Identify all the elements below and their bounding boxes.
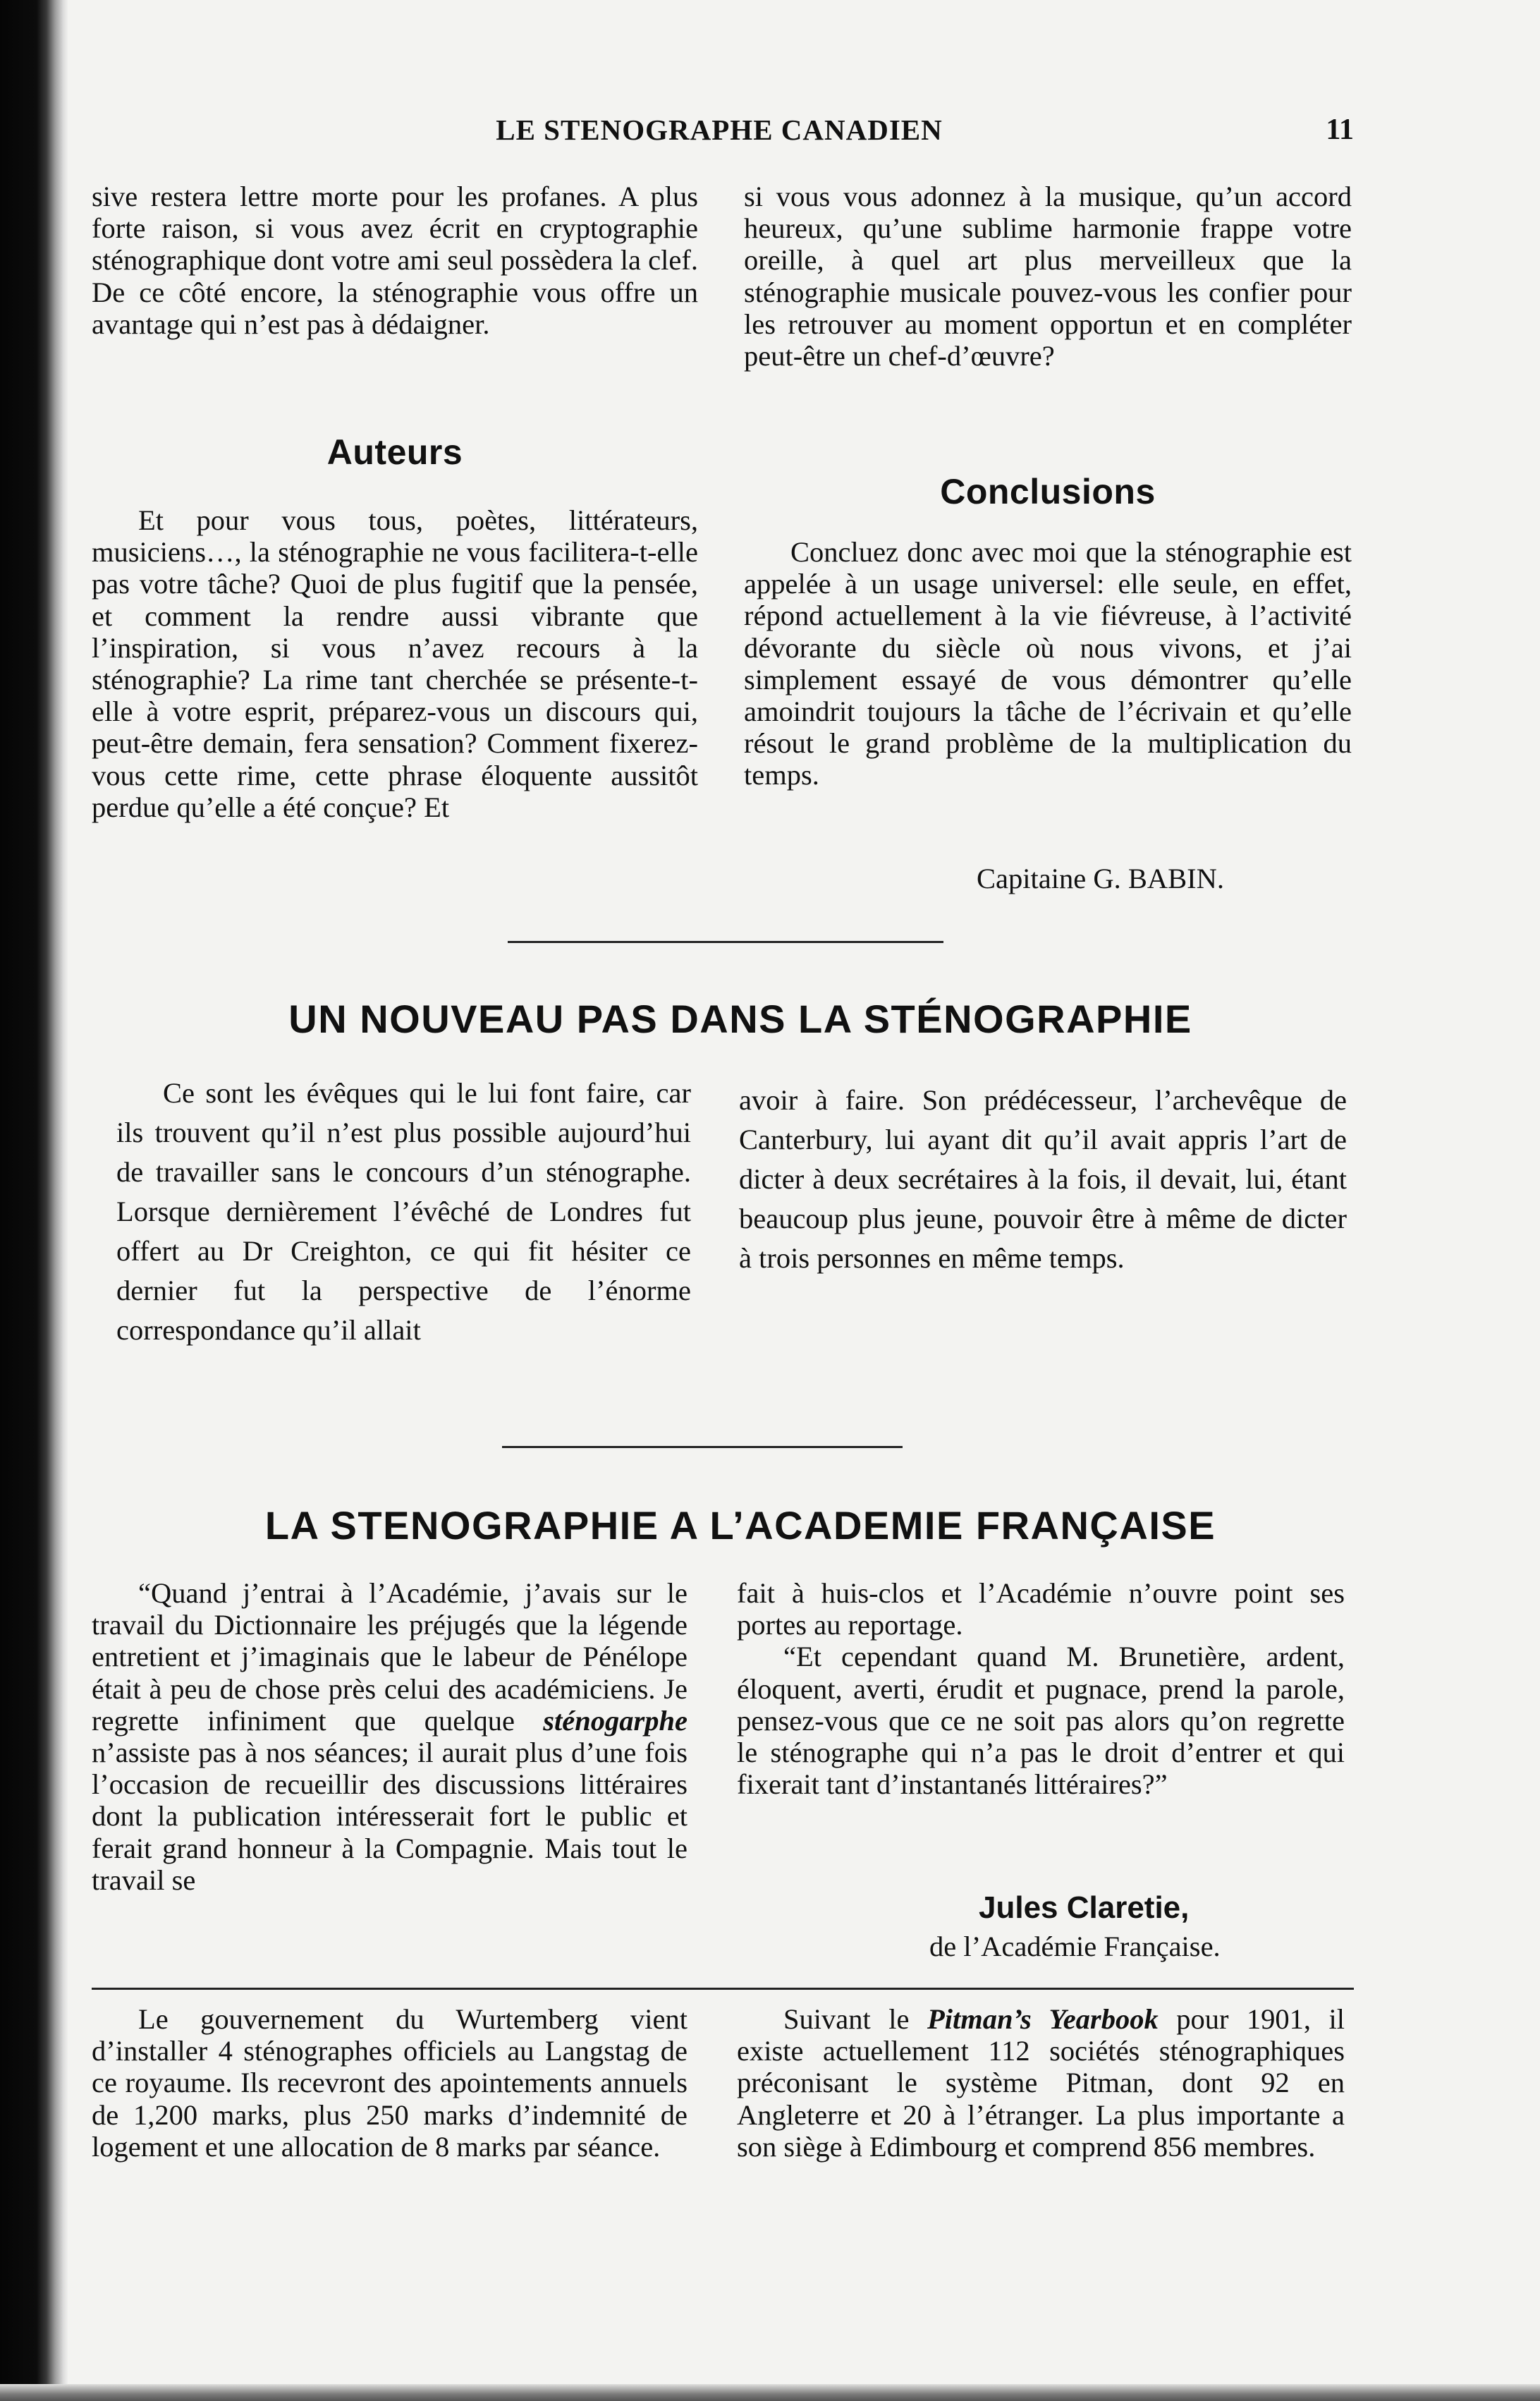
running-header: LE STENOGRAPHE CANADIEN — [496, 114, 943, 146]
separator-rule-1 — [508, 941, 943, 943]
brief-wurtemberg-text: Le gouvernement du Wurtemberg vient d’installer 4 sténographes officiels au Langstag de ce royaume. Ils recevront des apointements annuels de 1,200 marks, plus 250 marks d’indemnité de logement et une allocation de 8 marks par séance. — [92, 2003, 688, 2163]
brief-pitman-text-before: Suivant le — [783, 2003, 910, 2035]
page-number: 11 — [1326, 114, 1354, 146]
brief-wurtemberg-column — [92, 2003, 688, 2163]
article3-left-italic-word: sténogarphe — [543, 1704, 688, 1737]
claretie-affiliation: de l’Académie Française. — [929, 1931, 1221, 1962]
book-binding-edge — [0, 0, 68, 2401]
article2-left-text: Ce sont les évêques qui le lui font faire, car ils trouvent qu’il n’est plus possible aujourd’hui de travailler sans le concours d’un sténographe. Lorsque dernièrement l’évêché de Londres fut offert au Dr Creighton, ce qui fit hésiter ce dernier fut la perspective de l’énorme correspondance qu’il allait — [116, 1077, 691, 1346]
article1-left-intro-text: sive restera lettre morte pour les profanes. A plus forte raison, si vous avez écrit en cryptographie sténographique dont votre ami seul possèdera la clef. De ce côté encore, la sténographie vous offre un avantage qui n’est pas à dédaigner. — [92, 181, 698, 340]
brief-pitman-text-after: pour 1901, il existe actuellement 112 sociétés sténographiques préconisant le système Pitman, dont 92 en Angleterre et 20 à l’étranger. La plus importante a son siège à Edimbourg et comprend 856 membres. — [737, 2003, 1345, 2163]
article1-left-intro — [92, 181, 698, 340]
article3-title: LA STENOGRAPHIE A L’ACADEMIE FRANÇAISE — [264, 1503, 1216, 1548]
article3-left-column — [92, 1577, 688, 1896]
auteurs-column — [92, 504, 698, 823]
brief-pitman-column — [737, 2003, 1345, 2163]
article3-right-paragraph-2: “Et cependant quand M. Brunetière, ardent, éloquent, averti, érudit et pugnace, prend la parole, pensez-vous que ce ne soit pas alors qu’on regrette le sténographe qui n’a pas le droit d’entrer et qui fixerait tant d’instantanés littéraires?” — [737, 1641, 1345, 1801]
article2-title: UN NOUVEAU PAS DANS LA STÉNOGRAPHIE — [288, 997, 1192, 1041]
article2-right-column — [739, 1081, 1347, 1278]
article2-left-column — [116, 1074, 691, 1350]
separator-rule-3 — [92, 1988, 1354, 1990]
article1-right-intro-text: si vous vous adonnez à la musique, qu’un accord heureux, qu’une sublime harmonie frappe votre oreille, à quel art plus merveilleux que la sténographie musicale pouvez-vous les confier pour les retrouver au moment opportun et en compléter peut-être un chef-d’œuvre? — [744, 181, 1352, 372]
article3-right-paragraph-1: fait à huis-clos et l’Académie n’ouvre point ses portes au reportage. — [737, 1577, 1345, 1641]
claretie-signature: Jules Claretie, — [979, 1890, 1190, 1925]
auteurs-text: Et pour vous tous, poètes, littérateurs, musiciens…, la sténographie ne vous facilitera-t-elle pas votre tâche? Quoi de plus fugitif que la pensée, et comment la rendre aussi vibrante que l’inspiration, si vous n’avez recours à la sténographie? La rime tant cherchée se présente-t-elle à votre esprit, préparez-vous un discours qui, peut-être demain, fera sensation? Comment fixerez-vous cette rime, cette phrase éloquente aussitôt perdue qu’elle a été conçue? Et — [92, 504, 698, 823]
babin-signature: Capitaine G. BABIN. — [977, 863, 1224, 894]
article3-right-column — [737, 1577, 1345, 1800]
conclusions-heading: Conclusions — [940, 472, 1156, 511]
separator-rule-2 — [502, 1446, 903, 1448]
article1-right-intro — [744, 181, 1352, 372]
conclusions-column — [744, 536, 1352, 791]
auteurs-heading: Auteurs — [326, 432, 463, 472]
conclusions-text: Concluez donc avec moi que la sténographie est appelée à un usage universel: elle seule, en effet, répond actuellement à la vie fiévreuse, à l’activité dévorante du siècle où nous vivons, et j’ai simplement essayé de vous démontrer qu’elle amoindrit toujours la tâche de l’écrivain et qu’elle résout le grand problème de la multiplication du temps. — [744, 536, 1352, 791]
page-bottom-edge — [0, 2384, 1540, 2401]
article3-left-text-before: “Quand j’entrai à l’Académie, j’avais sur le travail du Dictionnaire les préjugés que la légende entretient et j’imaginais que le labeur de Pénélope était à peu de chose près celui des académiciens. Je regrette infiniment que quelque — [92, 1577, 688, 1737]
article3-left-paragraph — [92, 1577, 688, 1896]
brief-pitman-yearbook-title: Pitman’s Yearbook — [927, 2003, 1159, 2035]
brief-pitman-paragraph — [737, 2003, 1345, 2163]
article2-right-text: avoir à faire. Son prédécesseur, l’archevêque de Canterbury, lui ayant dit qu’il avait appris l’art de dicter à deux secrétaires à la fois, il devait, lui, étant beaucoup plus jeune, pouvoir être à même de dicter à trois personnes en même temps. — [739, 1084, 1347, 1274]
article3-left-text-after: n’assiste pas à nos séances; il aurait plus d’une fois l’occasion de recueillir des discussions littéraires dont la publication intéresserait fort le public et ferait grand honneur à la Compagnie. Mais tout le travail se — [92, 1737, 688, 1896]
